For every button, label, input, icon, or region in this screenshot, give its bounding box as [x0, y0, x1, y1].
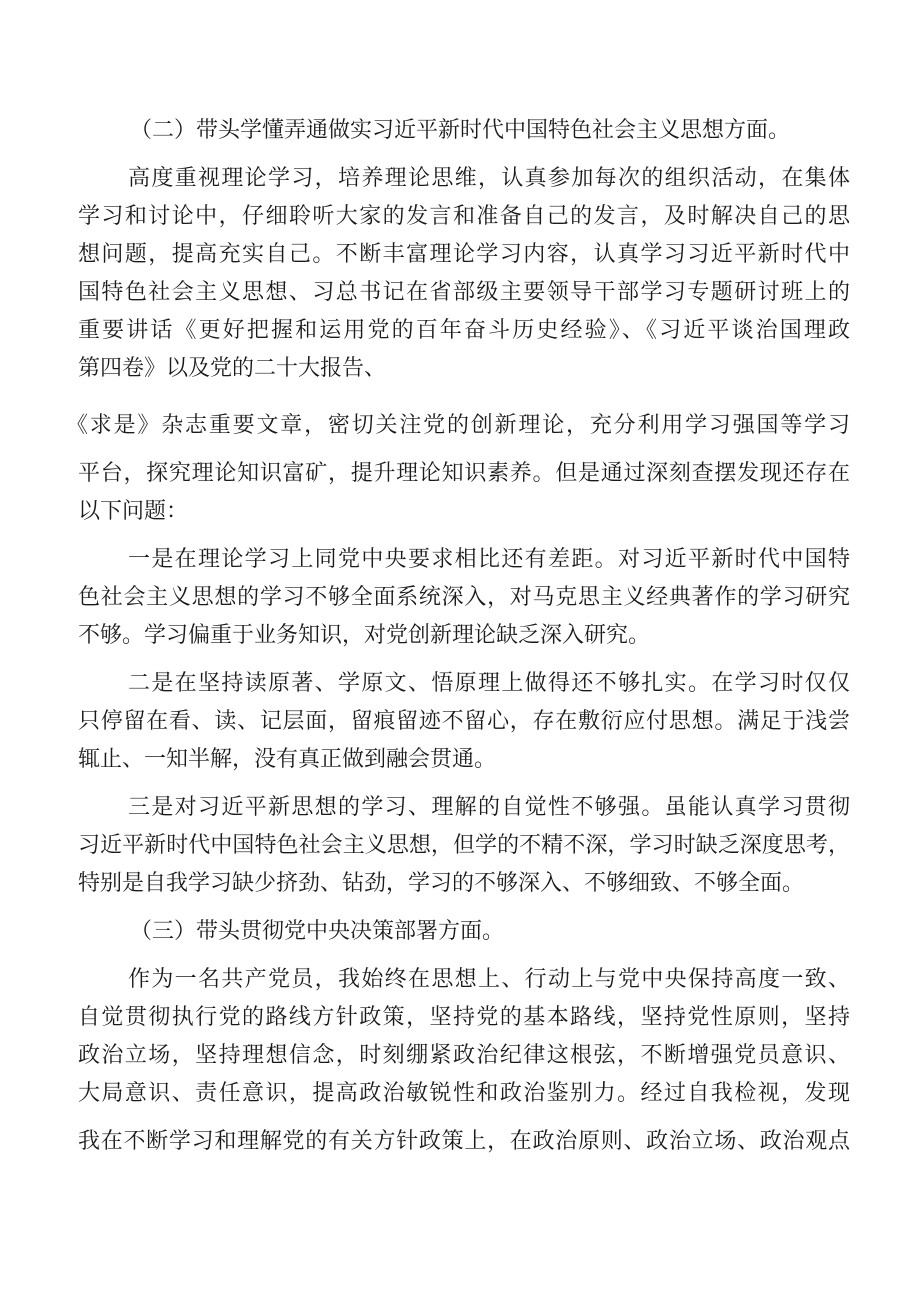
paragraph-line: 国特色社会主义思想、习总书记在省部级主要领导干部学习专题研讨班上的: [78, 280, 850, 305]
paragraph-line: 特别是自我学习缺少挤劲、钻劲，学习的不够深入、不够细致、不够全面。: [78, 871, 805, 896]
paragraph-line: 三是对习近平新思想的学习、理解的自觉性不够强。虽能认真学习贯彻: [128, 795, 850, 820]
paragraph-line: 学习和讨论中，仔细聆听大家的发言和准备自己的发言，及时解决自己的思: [78, 204, 850, 229]
paragraph-line: 想问题，提高充实自己。不断丰富理论学习内容，认真学习习近平新时代中: [78, 242, 850, 267]
paragraph-line: 政治立场，坚持理想信念，时刻绷紧政治纪律这根弦，不断增强党员意识、: [78, 1043, 850, 1068]
section-heading-3: （三）带头贯彻党中央决策部署方面。: [130, 919, 505, 944]
paragraph-line: 重要讲话《更好把握和运用党的百年奋斗历史经验》、《习近平谈治国理政: [78, 318, 850, 343]
paragraph-line: 以下问题：: [78, 499, 189, 524]
paragraph-line: 二是在坚持读原著、学原文、悟原理上做得还不够扎实。在学习时仅仅: [128, 671, 850, 696]
paragraph-line: 第四卷》以及党的二十大报告、: [78, 356, 387, 381]
paragraph-line: 大局意识、责任意识，提高政治敏锐性和政治鉴别力。经过自我检视，发现: [78, 1081, 850, 1106]
paragraph-line: 高度重视理论学习，培养理论思维，认真参加每次的组织活动，在集体: [128, 166, 850, 191]
paragraph-line: 只停留在看、读、记层面，留痕留迹不留心，存在敷衍应付思想。满足于浅尝: [78, 709, 850, 734]
paragraph-line: 辄止、一知半解，没有真正做到融会贯通。: [78, 747, 497, 772]
paragraph-line: 不够。学习偏重于业务知识，对党创新理论缺乏深入研究。: [78, 623, 651, 648]
section-heading-2: （二）带头学懂弄通做实习近平新时代中国特色社会主义思想方面。: [130, 118, 791, 143]
paragraph-line: 我在不断学习和理解党的有关方针政策上，在政治原则、政治立场、政治观点: [78, 1129, 850, 1154]
paragraph-line: 一是在理论学习上同党中央要求相比还有差距。对习近平新时代中国特: [128, 547, 850, 572]
paragraph-line: 自觉贯彻执行党的路线方针政策，坚持党的基本路线，坚持党性原则，坚持: [78, 1005, 850, 1030]
paragraph-line: 作为一名共产党员，我始终在思想上、行动上与党中央保持高度一致、: [128, 967, 850, 992]
paragraph-line: 《求是》杂志重要文章，密切关注党的创新理论，充分利用学习强国等学习: [66, 413, 850, 438]
paragraph-line: 平台，探究理论知识富矿，提升理论知识素养。但是通过深刻查摆发现还存在: [78, 461, 850, 486]
paragraph-line: 色社会主义思想的学习不够全面系统深入，对马克思主义经典著作的学习研究: [78, 585, 850, 610]
paragraph-line: 习近平新时代中国特色社会主义思想，但学的不精不深，学习时缺乏深度思考，: [78, 833, 850, 858]
